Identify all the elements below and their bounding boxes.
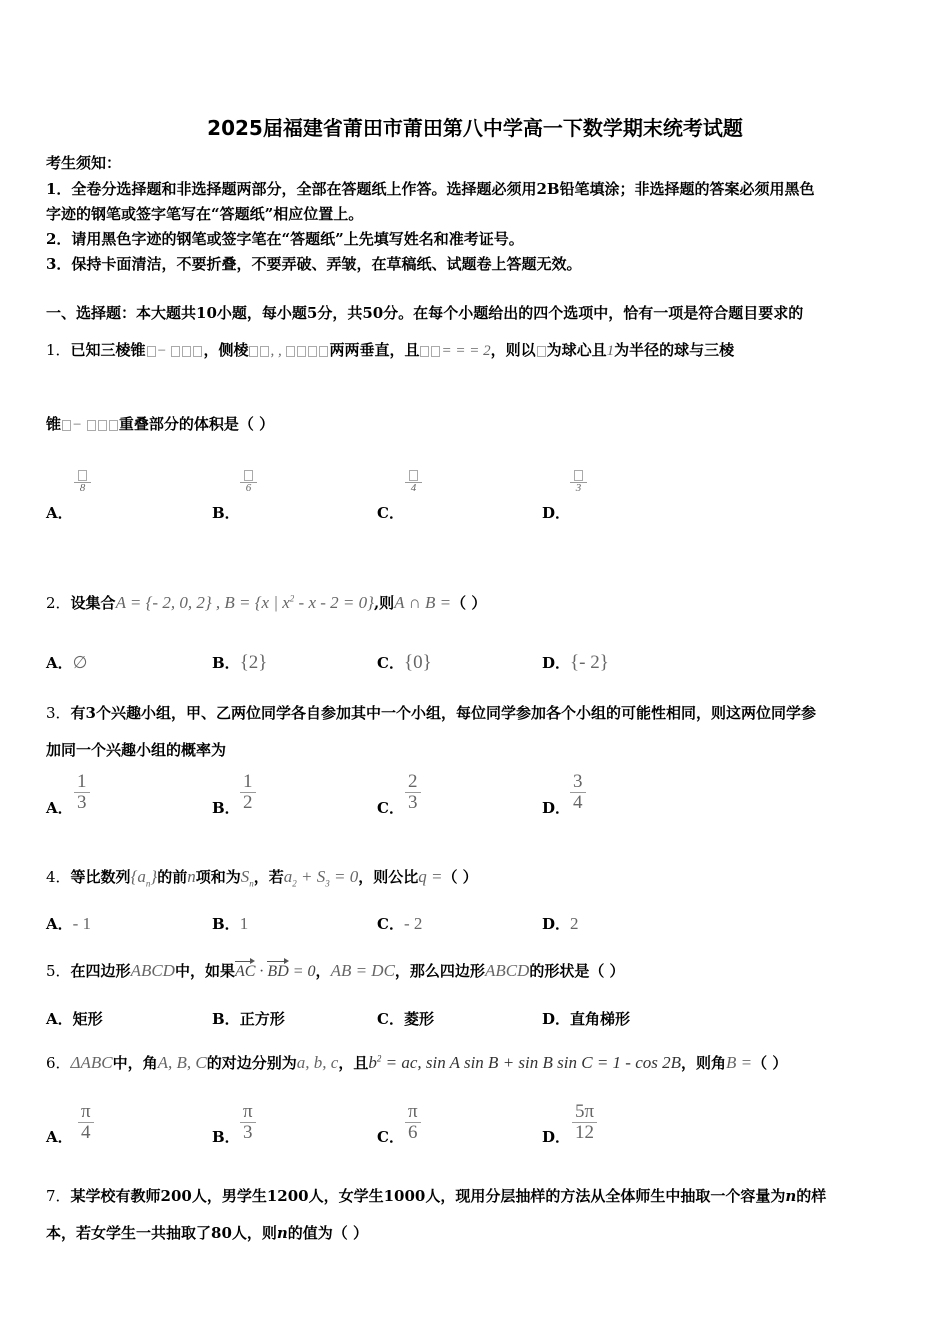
notice-line-1: 1．全卷分选择题和非选择题两部分，全部在答题纸上作答。选择题必须用2B铅笔填涂；非选择题的答案必须用黑色 [46,180,815,198]
option-c[interactable]: C．{0} [377,652,432,673]
question-6: 6．ΔABC中，角A, B, C的对边分别为a, b, c，且$b^2$ = ac, sin A sin B + sin B sin C = 1 - cos 2B，则角B =（ ） [46,1053,788,1072]
option-c[interactable]: C．- 2 [377,914,423,933]
option-b[interactable]: B．{2} [212,652,268,673]
question-4: 4．等比数列$\{a_n\}$的前n项和为$S_n$，若$a_2 + S_3 = 0$，则公比q =（ ） [46,867,478,889]
option-a[interactable]: A．∅ [46,653,88,672]
question-7-line-2: 本，若女学生一共抽取了80人，则n的值为（ ） [46,1224,369,1242]
option-a[interactable]: A．矩形 [46,1010,103,1028]
q1-text: ，则以 [490,341,536,359]
q3-options: A． $\frac{1}{3}$ B． $\frac{1}{2}$ C． $\frac{2}{3}$ D． $\frac{3}{4}$ [46,772,846,820]
q1-text: 为球心且 [546,341,607,359]
question-3-line-2: 加同一个兴趣小组的概率为 [46,741,227,759]
q1-radius: 1 [606,343,615,359]
section-heading: 一、选择题：本大题共10小题，每小题5分，共50分。在每个小题给出的四个选项中，恰有一项是符合题目要求的 [46,304,804,322]
option-c[interactable]: C．菱形 [377,1010,434,1028]
option-b[interactable]: B．1 [212,914,249,933]
option-b[interactable]: B．正方形 [212,1010,285,1028]
question-7-line-1: 7．某学校有教师200人，男学生1200人，女学生1000人，现用分层抽样的方法从全体师生中抽取一个容量为n的样 [46,1187,827,1205]
notice-heading: 考生须知： [46,154,122,172]
question-1-line-1 [46,339,734,360]
question-2: 2．设集合A = {- 2, 0, 2} , B = {x | $x^2 - x - 2 = 0$},则A ∩ B =（ ） [46,593,487,612]
question-5: 5．在四边形ABCD中，如果AC · BD = 0，AB = DC，那么四边形ABCD的形状是（ ） [46,961,625,980]
page-title: 2025届福建省莆田市莆田第八中学高一下数学期末统考试题 [207,116,743,140]
q1-text: 已知三棱锥 [70,341,146,359]
q1-text: 为半径的球与三棱 [614,341,735,359]
notice-line-3: 2．请用黑色字迹的钢笔或签字笔在“答题纸”上先填写姓名和准考证号。 [46,230,524,248]
question-3-line-1: 3．有3个兴趣小组，甲、乙两位同学各自参加其中一个小组，每位同学参加各个小组的可能性相同，则这两位同学参 [46,704,816,722]
option-d[interactable]: D．直角梯形 [542,1010,631,1028]
q1-text: ，侧棱 [203,341,249,359]
option-a[interactable]: A．- 1 [46,914,92,933]
q1-text: 两两垂直，且 [329,341,420,359]
notice-line-4: 3．保持卡面清洁，不要折叠，不要弄破、弄皱，在草稿纸、试题卷上答题无效。 [46,255,582,273]
question-1-line-2: 锥 − 重叠部分的体积是（ ） [46,415,275,433]
q1-math-pyramid: − [146,343,204,359]
notice-line-2: 字迹的钢笔或签字笔写在“答题纸”相应位置上。 [46,205,364,223]
q1-options: A． 8 B． 6 C． 4 D． 3 [46,470,746,520]
q1-math-lengths: = = = 2 [419,343,490,359]
question-number: 1． [46,341,71,359]
q6-options: A． $\frac{\pi}{4}$ B． $\frac{\pi}{3}$ C． $\frac{\pi}{6}$ D． $\frac{5\pi}{12}$ [46,1102,846,1150]
q1-math-edges: , , [248,343,329,359]
option-d[interactable]: D．2 [542,914,579,933]
option-d[interactable]: D．{- 2} [542,652,609,673]
